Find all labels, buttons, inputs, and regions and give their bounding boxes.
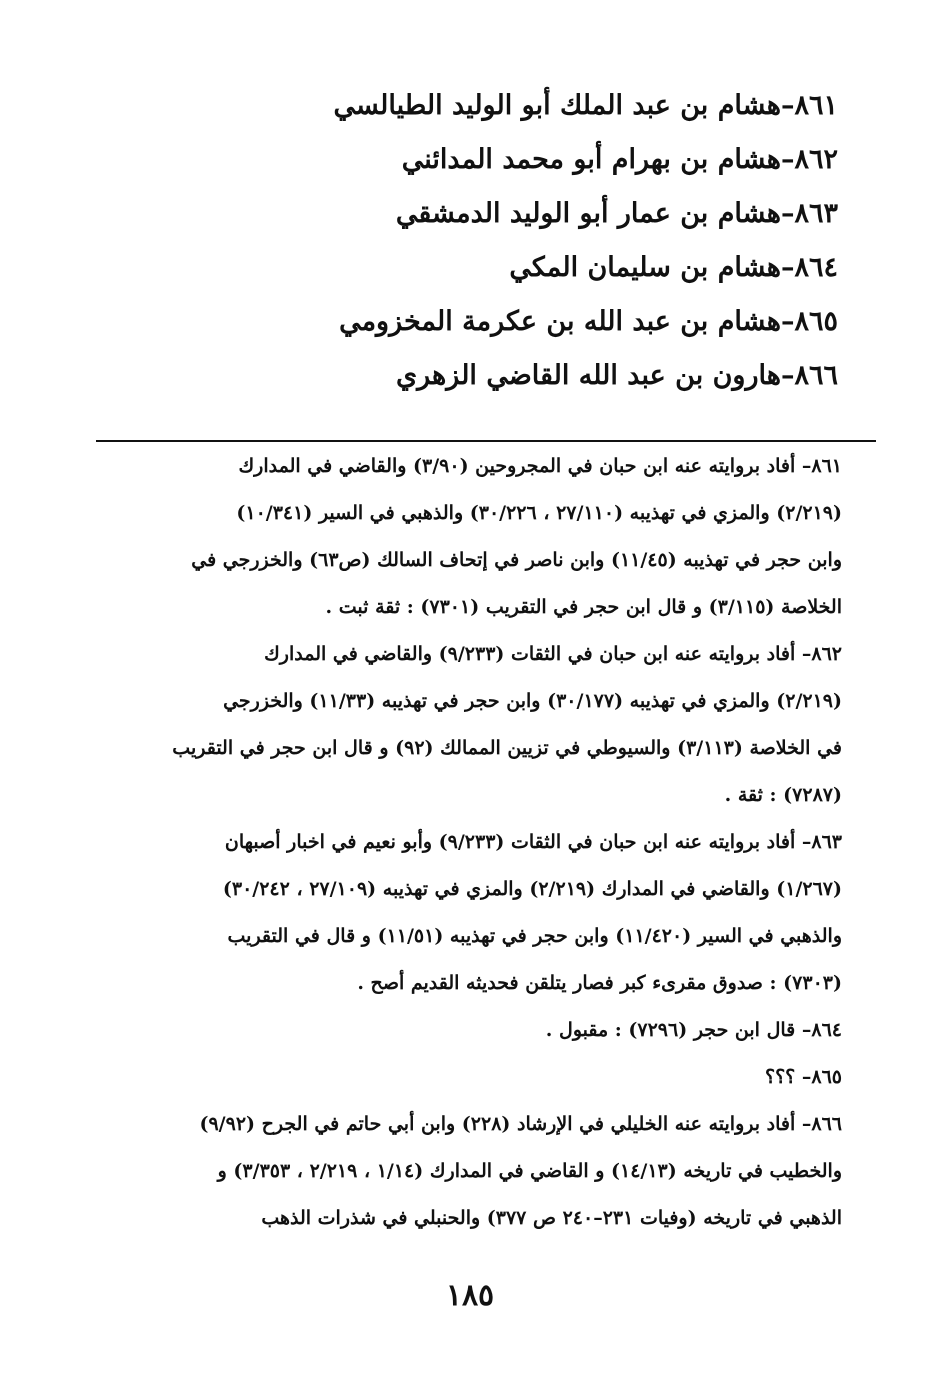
footnote-line: (١/٢٦٧) والقاضي في المدارك (٢/٢١٩) والمزي في تهذيبه (٢٧/١٠٩ ، ٣٠/٢٤٢) — [222, 878, 842, 900]
footnote-line: ٨٦٦– أفاد بروايته عنه الخليلي في الإرشاد (٢٢٨) وابن أبي حاتم في الجرح (٩/٩٢) — [199, 1113, 842, 1135]
footnote-line: والذهبي في السير (١١/٤٢٠) وابن حجر في تهذيبه (١١/٥١) و قال في التقريب — [227, 925, 842, 947]
footnote-line: ٨٦١– أفاد بروايته عنه ابن حبان في المجروحين (٣/٩٠) والقاضي في المدارك — [238, 455, 842, 477]
page-number: ١٨٥ — [445, 1278, 495, 1313]
footnote-line: الذهبي في تاريخه (وفيات ٢٣١–٢٤٠ ص ٣٧٧) والحنبلي في شذرات الذهب — [261, 1207, 842, 1229]
footnote-line: وابن حجر في تهذيبه (١١/٤٥) وابن ناصر في إتحاف السالك (ص٦٣) والخزرجي في — [191, 549, 842, 571]
footnote-line: (٢/٢١٩) والمزي في تهذيبه (٣٠/١٧٧) وابن حجر في تهذيبه (١١/٣٣) والخزرجي — [223, 690, 842, 712]
footnote-line: ٨٦٢– أفاد بروايته عنه ابن حبان في الثقات (٩/٢٣٣) والقاضي في المدارك — [264, 643, 842, 665]
name-entry: ٨٦١–هشام بن عبد الملك أبو الوليد الطيالسي — [333, 90, 838, 121]
footnote-line: (٧٣٠٣) : صدوق مقرىء كبر فصار يتلقن فحديثه القديم أصح . — [357, 972, 842, 994]
footnote-line: الخلاصة (٣/١١٥) و قال ابن حجر في التقريب (٧٣٠١) : ثقة ثبت . — [325, 596, 842, 618]
footnote-line: والخطيب في تاريخه (١٤/١٣) و القاضي في المدارك (١/١٤ ، ٢/٢١٩ ، ٣/٣٥٣) و — [217, 1160, 842, 1182]
footnote-line: ٨٦٤– قال ابن حجر (٧٢٩٦) : مقبول . — [545, 1019, 842, 1041]
footnote-line: (٢/٢١٩) والمزي في تهذيبه (٢٧/١١٠ ، ٣٠/٢٢٦) والذهبي في السير (١٠/٣٤١) — [236, 502, 842, 524]
name-entry: ٨٦٦–هارون بن عبد الله القاضي الزهري — [396, 360, 838, 391]
footnote-line: ٨٦٥– ؟؟؟ — [765, 1066, 842, 1088]
names-list — [218, 82, 838, 406]
footnotes — [106, 446, 842, 1245]
footnote-line: في الخلاصة (٣/١١٣) والسيوطي في تزيين الممالك (٩٢) و قال ابن حجر في التقريب — [172, 737, 842, 759]
name-entry: ٨٦٤–هشام بن سليمان المكي — [509, 252, 838, 283]
footnote-line: (٧٢٨٧) : ثقة . — [724, 784, 842, 806]
name-entry: ٨٦٣–هشام بن عمار أبو الوليد الدمشقي — [395, 198, 838, 229]
name-entry: ٨٦٢–هشام بن بهرام أبو محمد المدائني — [401, 144, 838, 175]
footnote-separator — [96, 440, 876, 442]
footnote-line: ٨٦٣– أفاد بروايته عنه ابن حبان في الثقات (٩/٢٣٣) وأبو نعيم في اخبار أصبهان — [224, 831, 842, 853]
name-entry: ٨٦٥–هشام بن عبد الله بن عكرمة المخزومي — [339, 306, 838, 337]
